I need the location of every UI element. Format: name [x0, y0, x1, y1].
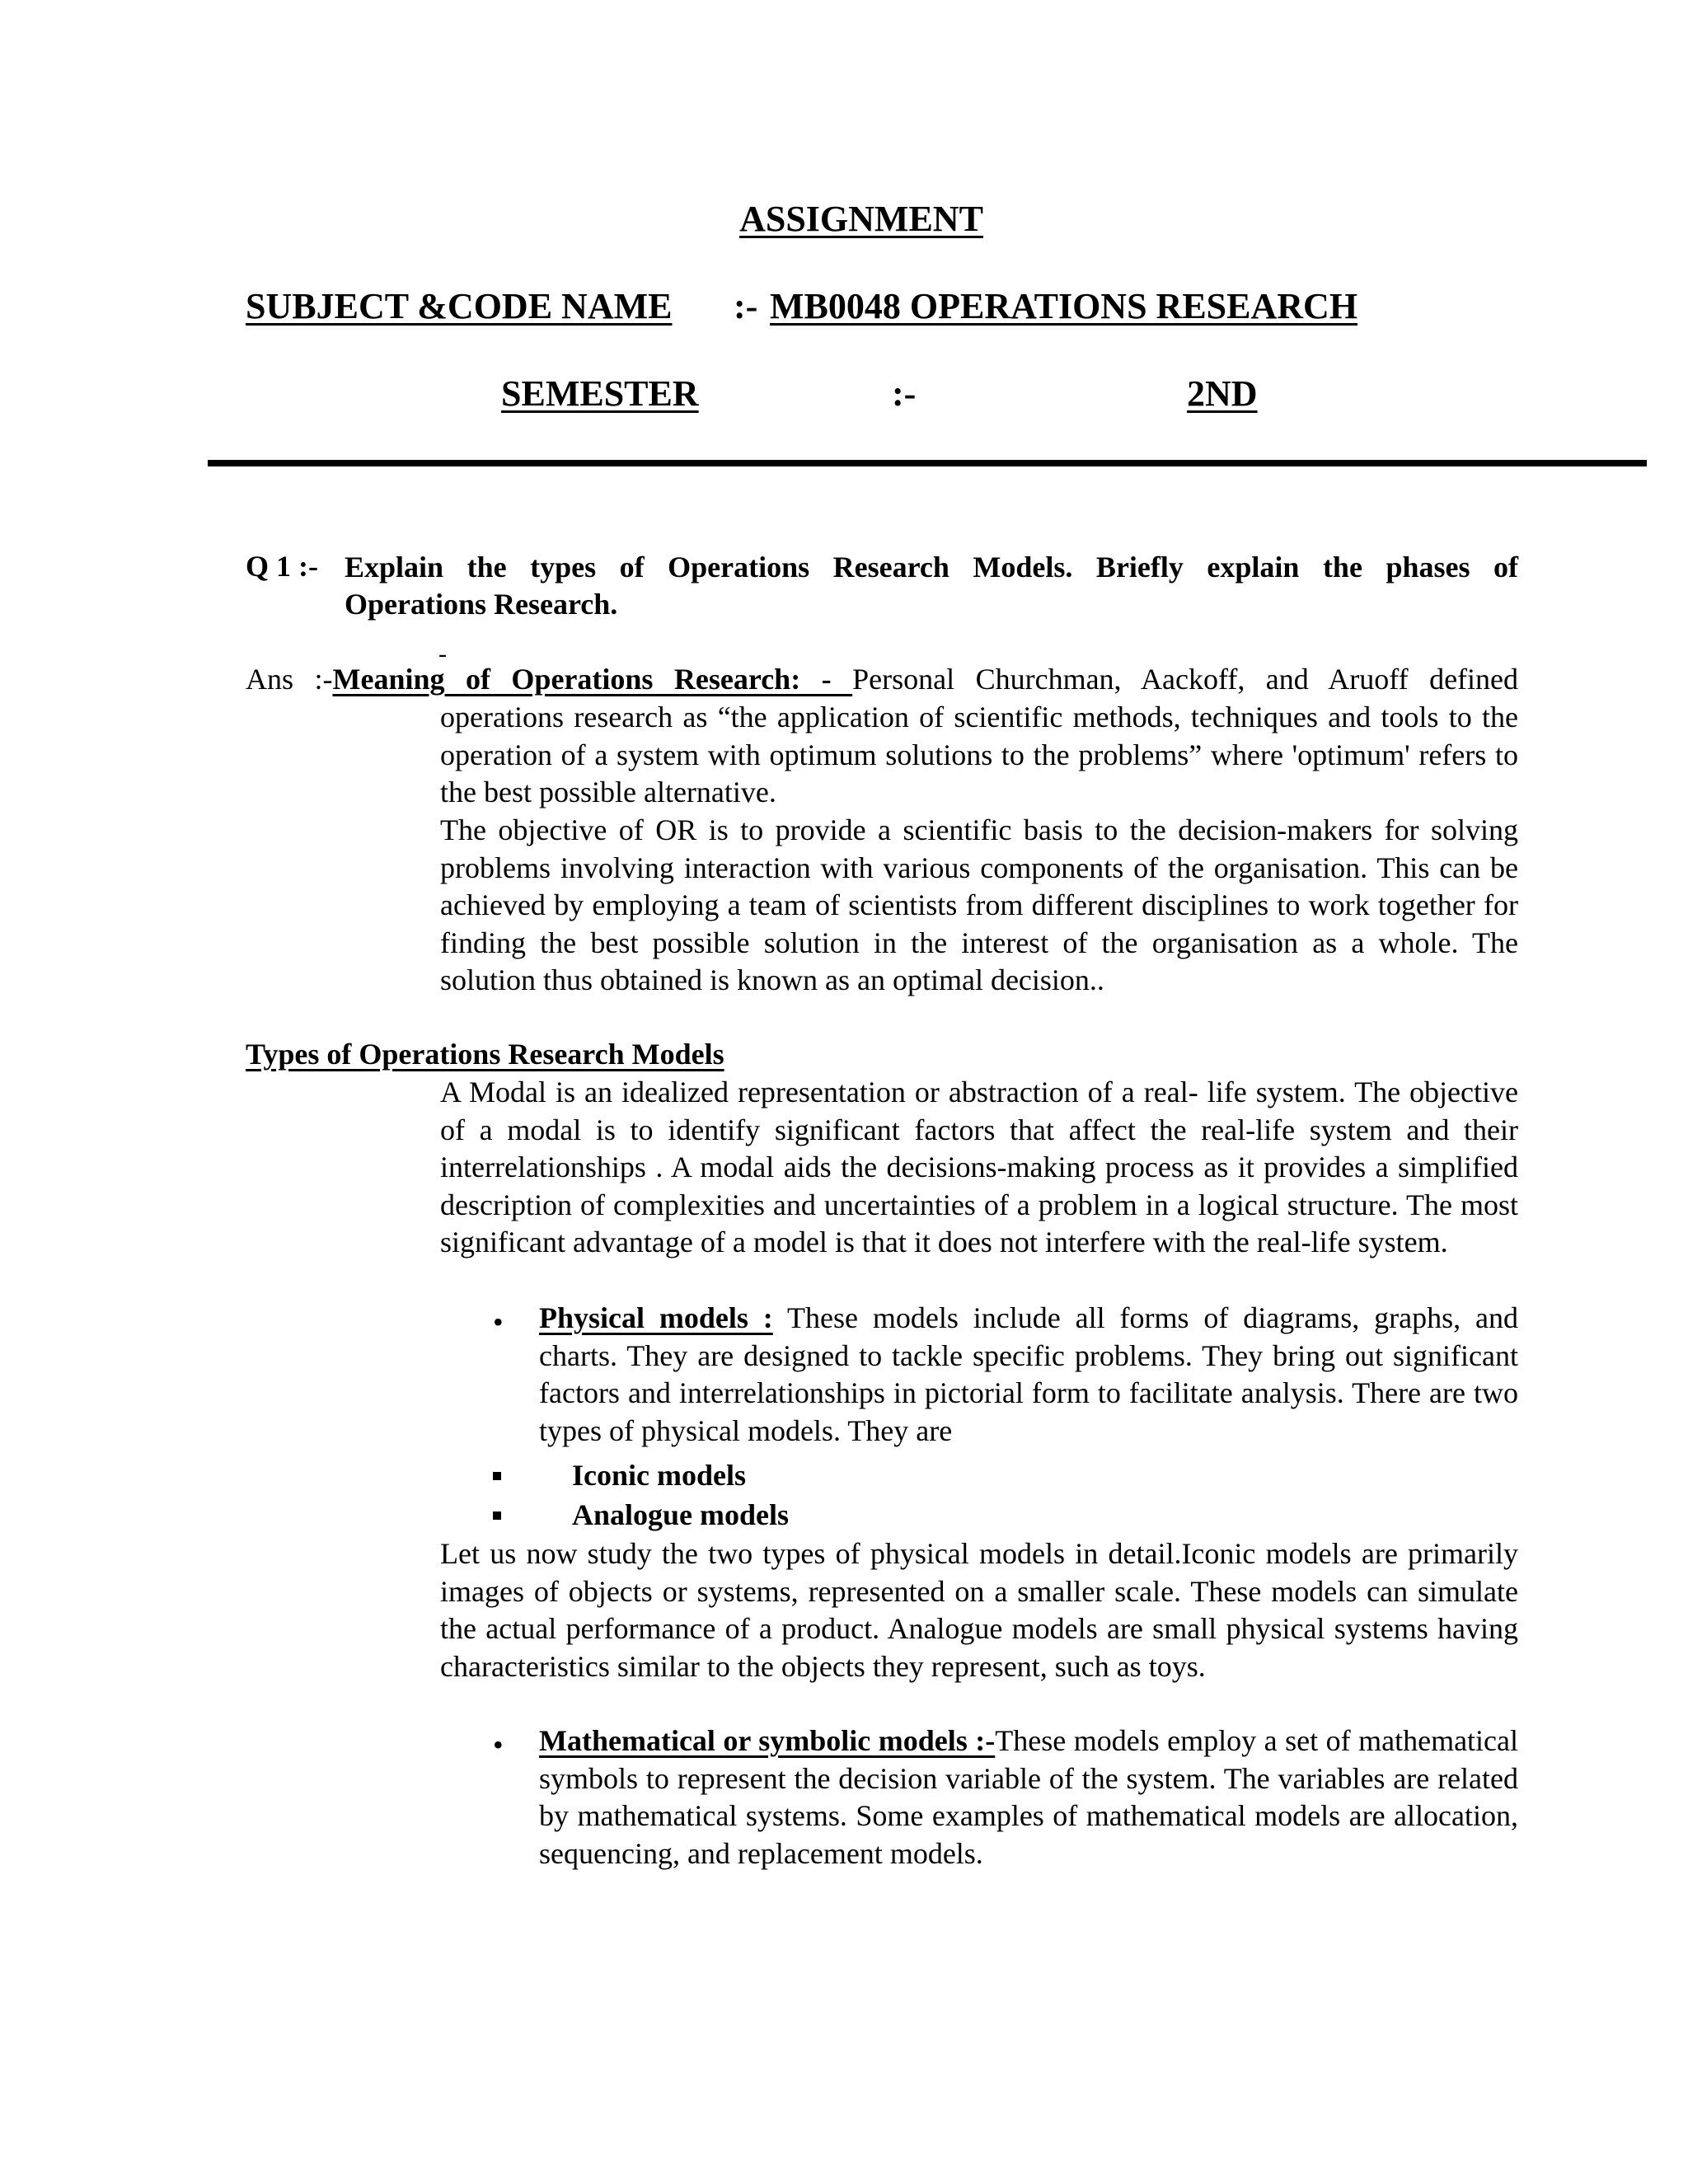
bullet-icon: •	[493, 1728, 504, 1761]
answer-first-line	[246, 661, 1518, 699]
physical-models-text: These models include all forms of diagrams, graphs, and charts. They are designed to tackle specific problems. They bring out significant factors and interrelationships in pictorial form to facilitate analysis. There are two types of physical models. They are	[539, 1301, 1518, 1447]
square-bullet-icon	[493, 1472, 501, 1480]
answer-first-line-text: Personal Churchman, Aackoff, and Aruoff defined	[852, 663, 1519, 696]
objective-paragraph: The objective of OR is to provide a scientific basis to the decision-makers for solving problems involving interaction with various components of the organisation. This can be achieved by employing a team of scientists from different disciplines to work together for finding the best possible solution in the interest of the organisation as a whole. The solution thus obtained is known as an optimal decision..	[440, 813, 1518, 996]
semester-value: 2ND	[1187, 373, 1258, 414]
mathematical-models-text: These models employ a set of mathematical symbols to represent the decision variable of the system. The variables are related by mathematical systems. Some examples of mathematical models are allocation, sequencing, and replacement models.	[539, 1724, 1519, 1870]
subject-separator: :-	[734, 286, 758, 326]
header-divider	[208, 460, 1647, 466]
semester-separator: :-	[892, 373, 917, 414]
physical-models-heading: Physical models :	[539, 1301, 773, 1334]
types-heading: Types of Operations Research Models	[246, 1038, 724, 1071]
question-line-2: Operations Research.	[345, 588, 618, 621]
physical-models-detail-paragraph: Let us now study the two types of physical models in detail.Iconic models are primarily images of objects or systems, represented on a smaller scale. These models can simulate the actual performance of a product. Analogue models are small physical systems having characteristics similar to the objects they represent, such as toys.	[440, 1537, 1518, 1683]
square-bullet-icon	[493, 1511, 501, 1520]
analogue-models-item: Analogue models	[572, 1498, 790, 1531]
semester-label: SEMESTER	[501, 373, 699, 414]
iconic-models-item: Iconic models	[572, 1459, 746, 1492]
stray-dash: -	[438, 640, 447, 668]
answer-heading: Meaning of Operations Research: -	[332, 663, 853, 696]
subject-label: SUBJECT &CODE NAME	[246, 286, 673, 326]
document-title: ASSIGNMENT	[739, 199, 983, 239]
subject-value: MB0048 OPERATIONS RESEARCH	[770, 286, 1358, 326]
definition-paragraph: operations research as “the application of scientific methods, techniques and tools to the operation of a system with optimum solutions to the problems” where 'optimum' refers to the best possible alternative.	[440, 701, 1518, 808]
answer-prefix: Ans :-	[246, 663, 333, 696]
bullet-icon: •	[493, 1305, 504, 1338]
question-label: Q 1 :-	[246, 550, 318, 583]
physical-models-item	[539, 1300, 1518, 1450]
mathematical-models-item	[539, 1722, 1518, 1872]
question-line-1: Explain the types of Operations Research Models. Briefly explain the phases of	[345, 551, 1518, 583]
model-definition-paragraph: A Modal is an idealized representation or abstraction of a real- life system. The objective of a modal is to identify significant factors that affect the real-life system and their interrelationships . A modal aids the decisions-making process as it provides a simplified description of complexities and uncertainties of a problem in a logical structure. The most significant advantage of a model is that it does not interfere with the real-life system.	[440, 1076, 1518, 1258]
question-text	[345, 549, 1518, 623]
mathematical-models-heading: Mathematical or symbolic models :-	[539, 1724, 996, 1757]
